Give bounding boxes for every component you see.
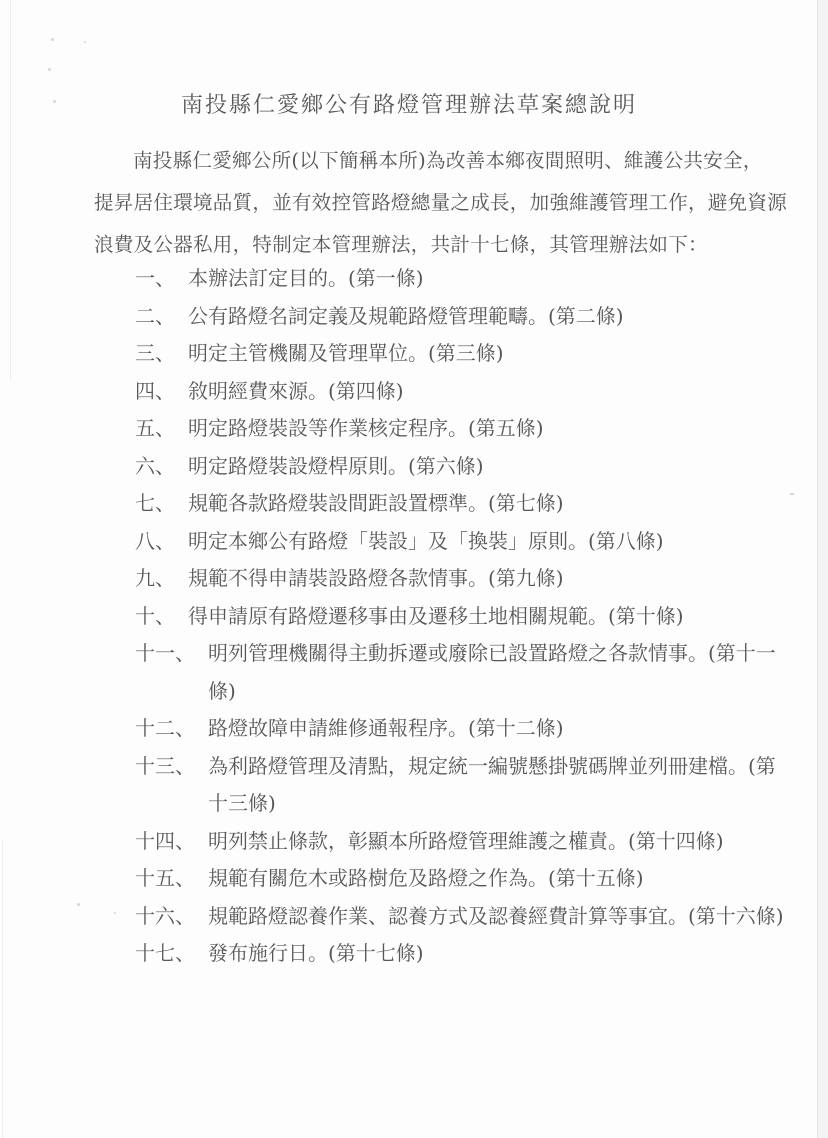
item-text: 規範有關危木或路樹危及路燈之作為。(第十五條) bbox=[208, 866, 644, 890]
item-text: 明列禁止條款，彰顯本所路燈管理維護之權責。(第十四條) bbox=[208, 828, 724, 853]
item-number: 一、 bbox=[135, 266, 175, 290]
item-number: 八、 bbox=[135, 528, 175, 553]
list-item bbox=[135, 635, 803, 710]
item-number: 十、 bbox=[135, 603, 175, 628]
scan-edge-left bbox=[10, 0, 11, 380]
list-item bbox=[135, 560, 803, 598]
list-item bbox=[135, 523, 803, 561]
scan-speck bbox=[48, 68, 51, 71]
item-text: 明定本鄉公有路燈「裝設」及「換裝」原則。(第八條) bbox=[188, 528, 664, 553]
item-text: 明定主管機關及管理單位。(第三條) bbox=[188, 341, 504, 365]
list-item bbox=[135, 335, 803, 373]
list-item bbox=[135, 823, 803, 861]
list-item bbox=[135, 898, 803, 936]
item-text: 路燈故障申請維修通報程序。(第十二條) bbox=[208, 716, 564, 740]
list-item bbox=[135, 410, 803, 448]
item-number: 十三、 bbox=[135, 753, 195, 778]
item-text: 規範各款路燈裝設間距設置標準。(第七條) bbox=[188, 491, 564, 515]
item-text: 明定路燈裝設燈桿原則。(第六條) bbox=[188, 453, 484, 478]
item-text: 敘明經費來源。(第四條) bbox=[188, 378, 404, 403]
scan-speck bbox=[77, 903, 80, 906]
item-number: 四、 bbox=[135, 378, 175, 403]
list-item bbox=[135, 710, 803, 748]
item-number: 十七、 bbox=[135, 941, 195, 965]
item-number: 三、 bbox=[135, 341, 175, 365]
item-text: 明定路燈裝設等作業核定程序。(第五條) bbox=[188, 416, 544, 440]
list-item bbox=[135, 448, 803, 486]
item-number: 十一、 bbox=[135, 641, 195, 665]
list-item bbox=[135, 485, 803, 523]
scan-speck bbox=[114, 912, 116, 914]
scan-edge-right bbox=[817, 0, 828, 1138]
item-text: 得申請原有路燈遷移事由及遷移土地相關規範。(第十條) bbox=[188, 603, 684, 628]
item-text: 規範不得申請裝設路燈各款情事。(第九條) bbox=[188, 566, 564, 590]
scan-speck bbox=[84, 41, 86, 43]
item-text: 公有路燈名詞定義及規範路燈管理範疇。(第二條) bbox=[188, 303, 624, 328]
intro-line: 南投縣仁愛鄉公所(以下簡稱本所)為改善本鄉夜間照明、維護公共安全， bbox=[133, 149, 763, 172]
intro-paragraph bbox=[94, 140, 806, 266]
item-number: 九、 bbox=[135, 566, 175, 590]
item-text: 發布施行日。(第十七條) bbox=[208, 941, 424, 965]
item-text: 明列管理機關得主動拆遷或廢除已設置路燈之各款情事。(第十一條) bbox=[208, 641, 776, 703]
list-item bbox=[135, 860, 803, 898]
item-text: 本辦法訂定目的。(第一條) bbox=[188, 266, 424, 290]
document-title: 南投縣仁愛鄉公有路燈管理辦法草案總說明 bbox=[180, 93, 637, 118]
item-number: 六、 bbox=[135, 453, 175, 478]
scan-speck bbox=[51, 38, 54, 41]
intro-line: 提昇居住環境品質，並有效控管路燈總量之成長，加強維護管理工作，避免資源 bbox=[94, 191, 788, 214]
intro-line: 浪費及公器私用，特制定本管理辦法，共計十七條，其管理辦法如下： bbox=[94, 233, 708, 256]
article-summary-list bbox=[135, 260, 803, 973]
item-number: 五、 bbox=[135, 416, 175, 440]
list-item bbox=[135, 598, 803, 636]
item-number: 十四、 bbox=[135, 828, 195, 853]
item-number: 十二、 bbox=[135, 716, 195, 740]
list-item bbox=[135, 298, 803, 336]
item-text: 為利路燈管理及清點，規定統一編號懸掛號碼牌並列冊建檔。(第十三條) bbox=[208, 753, 776, 815]
item-text: 規範路燈認養作業、認養方式及認養經費計算等事宜。(第十六條) bbox=[208, 903, 784, 928]
list-item bbox=[135, 260, 803, 298]
list-item bbox=[135, 748, 803, 823]
list-item bbox=[135, 373, 803, 411]
item-number: 十六、 bbox=[135, 903, 195, 928]
item-number: 七、 bbox=[135, 491, 175, 515]
list-item bbox=[135, 935, 803, 973]
item-number: 二、 bbox=[135, 303, 175, 328]
item-number: 十五、 bbox=[135, 866, 195, 890]
scan-edge-left-bottom bbox=[2, 840, 3, 1138]
